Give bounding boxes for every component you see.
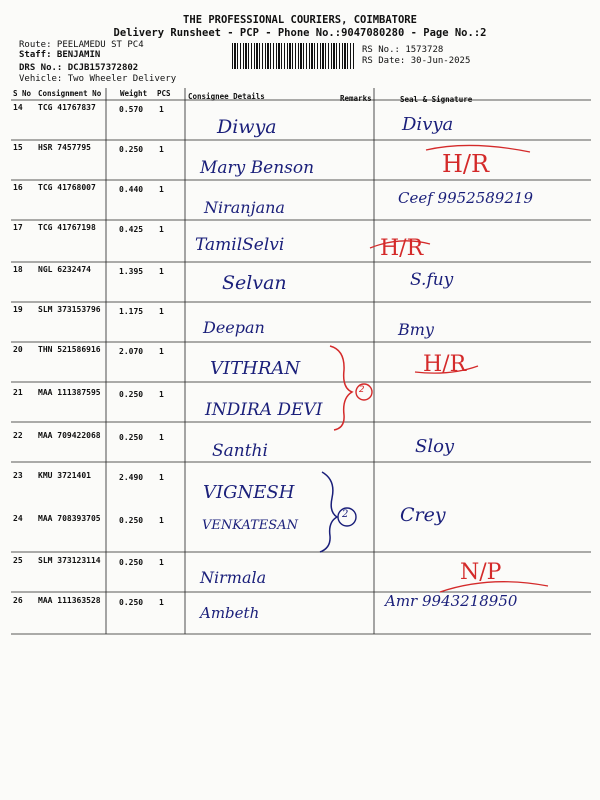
col-weight: Weight — [120, 89, 148, 98]
consignment-cell: SLM 373123114 — [38, 556, 101, 565]
weight-cell: 0.425 — [119, 225, 144, 234]
consignment-cell: TCG 41767837 — [38, 103, 96, 112]
drs-label: DRS No.: DCJB157372802 — [19, 63, 139, 73]
consignment-cell: TCG 41767198 — [38, 223, 96, 232]
sno-cell: 26 — [13, 596, 23, 605]
rs-date-label: RS Date: 30-Jun-2025 — [362, 56, 471, 66]
pcs-cell: 1 — [159, 558, 164, 567]
consignment-cell: MAA 708393705 — [38, 514, 101, 523]
signature-handwriting: Ceef 9952589219 — [398, 189, 533, 207]
weight-cell: 0.250 — [119, 558, 144, 567]
sno-cell: 24 — [13, 514, 23, 523]
sno-cell: 16 — [13, 183, 23, 192]
pcs-cell: 1 — [159, 390, 164, 399]
consignee-handwriting: INDIRA DEVI — [205, 400, 323, 420]
col-consignee: Consignee Details — [188, 92, 265, 101]
circle-mark-blue: 2 — [342, 509, 349, 520]
weight-cell: 1.175 — [119, 307, 144, 316]
signature-handwriting: Amr 9943218950 — [385, 592, 518, 610]
col-remarks: Remarks — [340, 94, 372, 103]
weight-cell: 0.440 — [119, 185, 144, 194]
consignee-handwriting: Nirmala — [200, 568, 267, 587]
signature-handwriting: S.fuy — [410, 270, 454, 290]
consignment-cell: MAA 111387595 — [38, 388, 101, 397]
weight-cell: 0.250 — [119, 390, 144, 399]
staff-label: Staff: BENJAMIN — [19, 50, 101, 60]
remark-mark: H/R — [380, 236, 424, 261]
consignment-cell: NGL 6232474 — [38, 265, 91, 274]
weight-cell: 0.250 — [119, 433, 144, 442]
pcs-cell: 1 — [159, 267, 164, 276]
col-seal-signature: Seal & Signature — [400, 95, 473, 104]
consignee-handwriting: Niranjana — [204, 198, 285, 217]
consignment-cell: MAA 709422068 — [38, 431, 101, 440]
weight-cell: 0.250 — [119, 598, 144, 607]
weight-cell: 2.490 — [119, 473, 144, 482]
pcs-cell: 1 — [159, 516, 164, 525]
sno-cell: 20 — [13, 345, 23, 354]
consignee-handwriting: VENKATESAN — [202, 518, 298, 533]
consignee-handwriting: VITHRAN — [210, 358, 301, 379]
sno-cell: 25 — [13, 556, 23, 565]
remark-mark: N/P — [460, 560, 502, 585]
consignee-handwriting: Ambeth — [200, 604, 260, 622]
sno-cell: 14 — [13, 103, 23, 112]
signature-handwriting: Bmy — [398, 320, 434, 339]
consignment-cell: SLM 373153796 — [38, 305, 101, 314]
col-consignment: Consignment No — [38, 89, 102, 98]
pcs-cell: 1 — [159, 185, 164, 194]
weight-cell: 0.250 — [119, 516, 144, 525]
col-sno: S No — [13, 89, 32, 98]
route-label: Route: PEELAMEDU ST PC4 — [19, 40, 144, 50]
pcs-cell: 1 — [159, 598, 164, 607]
sno-cell: 15 — [13, 143, 23, 152]
pcs-cell: 1 — [159, 433, 164, 442]
pcs-cell: 1 — [159, 473, 164, 482]
weight-cell: 1.395 — [119, 267, 144, 276]
company-title: THE PROFESSIONAL COURIERS, COIMBATORE — [183, 14, 417, 26]
remark-mark: H/R — [423, 352, 467, 377]
consignment-cell: MAA 111363528 — [38, 596, 101, 605]
consignee-handwriting: VIGNESH — [203, 482, 295, 503]
sno-cell: 21 — [13, 388, 23, 397]
remark-mark: H/R — [442, 150, 490, 178]
runsheet-subtitle: Delivery Runsheet - PCP - Phone No.:9047080280 - Page No.:2 — [113, 27, 487, 39]
consignee-handwriting: Mary Benson — [200, 158, 315, 178]
consignee-handwriting: Deepan — [203, 318, 265, 337]
vehicle-label: Vehicle: Two Wheeler Delivery — [19, 74, 177, 84]
weight-cell: 0.250 — [119, 145, 144, 154]
consignee-handwriting: Selvan — [222, 272, 287, 294]
consignment-cell: THN 521586916 — [38, 345, 101, 354]
weight-cell: 2.070 — [119, 347, 144, 356]
consignee-handwriting: Diwya — [217, 116, 277, 138]
sno-cell: 22 — [13, 431, 23, 440]
signature-handwriting: Sloy — [415, 436, 455, 457]
consignment-cell: TCG 41768007 — [38, 183, 96, 192]
signature-handwriting: Divya — [402, 114, 454, 135]
pcs-cell: 1 — [159, 225, 164, 234]
pcs-cell: 1 — [159, 105, 164, 114]
sno-cell: 18 — [13, 265, 23, 274]
circle-mark-red: 2 — [359, 385, 365, 395]
weight-cell: 0.570 — [119, 105, 144, 114]
pcs-cell: 1 — [159, 307, 164, 316]
consignee-handwriting: Santhi — [212, 441, 268, 461]
sno-cell: 19 — [13, 305, 23, 314]
consignment-cell: KMU 3721401 — [38, 471, 91, 480]
sno-cell: 17 — [13, 223, 23, 232]
consignment-cell: HSR 7457795 — [38, 143, 91, 152]
pcs-cell: 1 — [159, 145, 164, 154]
pcs-cell: 1 — [159, 347, 164, 356]
sno-cell: 23 — [13, 471, 23, 480]
signature-handwriting: Crey — [400, 504, 446, 526]
consignee-handwriting: TamilSelvi — [195, 235, 285, 255]
col-pcs: PCS — [157, 89, 171, 98]
rs-no-label: RS No.: 1573728 — [362, 45, 444, 55]
